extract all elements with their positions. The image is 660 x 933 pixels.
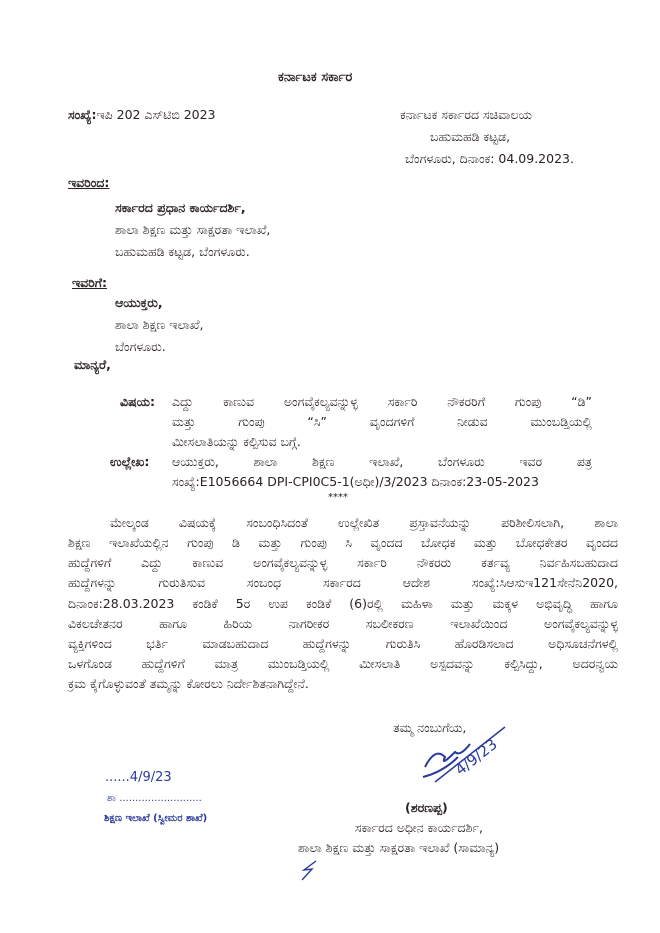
signatory-name: (ಶರಣಪ್ಪ) xyxy=(405,800,448,815)
subject-line-1: ಎದ್ದು ಕಾಣುವ ಅಂಗವೈಕಲ್ಯವನ್ನುಳ್ಳ ಸರ್ಕಾರಿ ನೌಕರರಿಗೆ ಗುಂಪು “ಡಿ” xyxy=(172,394,592,409)
reference-note-line-2: ಸಂಖ್ಯೆ:E1056664 DPI-CPI0C5-1(ಅಧೀ)/3/2023 ದಿನಾಂಕ:23-05-2023 xyxy=(172,474,539,489)
body-line: ಹುದ್ದೆಗಳನ್ನು ಗುರುತಿಸುವ ಸಂಬಂಧ ಸರ್ಕಾರದ ಆದೇಶ ಸಂಖ್ಯೆ:ಸಿಆಸುಇ121ಸೇನೆನಿ2020, xyxy=(68,575,618,590)
body-line: ಮೇಲ್ಕಂಡ ವಿಷಯಕ್ಕೆ ಸಂಬಂಧಿಸಿದಂತೆ ಉಲ್ಲೇಖಿತ ಪ್ರಸ್ತಾವನೆಯನ್ನು ಪರಿಶೀಲಿಸಲಾಗಿ, ಶಾಲಾ xyxy=(110,515,618,530)
body-line: ಶಿಕ್ಷಣ ಇಲಾಖೆಯಲ್ಲಿನ ಗುಂಪು ಡಿ ಮತ್ತು ಗುಂಪು ಸಿ ವೃಂದದ ಬೋಧಕ ಮತ್ತು ಬೋಧಕೇತರ ವೃಂದದ xyxy=(68,535,618,550)
subject-line-3: ಮೀಸಲಾತಿಯನ್ನು ಕಲ್ಪಿಸುವ ಬಗ್ಗೆ. xyxy=(172,434,301,449)
reference-value: ಇಪಿ 202 ಎಸ್‌ಟಿಬಿ 2023 xyxy=(96,107,216,122)
body-line: ಹುದ್ದೆಗಳಿಗೆ ಎದ್ದು ಕಾಣುವ ಅಂಗವೈಕಲ್ಯವನ್ನುಳ್ಳ ಸರ್ಕಾರಿ ನೌಕರರು ಕರ್ತವ್ಯ ನಿರ್ವಹಿಸಬಹುದಾದ xyxy=(68,555,618,570)
body-line: ವ್ಯಕ್ತಿಗಳಿಂದ ಭರ್ತಿ ಮಾಡಬಹುದಾದ ಹುದ್ದೆಗಳನ್ನು ಗುರುತಿಸಿ ಹೊರಡಿಸಲಾದ ಅಧಿಸೂಚನೆಗಳಲ್ಲಿ xyxy=(68,636,618,651)
to-line-2: ಶಾಲಾ ಶಿಕ್ಷಣ ಇಲಾಖೆ, xyxy=(115,317,204,332)
body-line: ವಿಕಲಚೇತನರ ಹಾಗೂ ಹಿರಿಯ ನಾಗರೀಕರ ಸಬಲೀಕರಣ ಇಲಾಖೆಯಿಂದ ಅಂಗವೈಕಲ್ಯವನ್ನುಳ್ಳ xyxy=(68,616,618,631)
body-line: ಒಳಗೊಂಡ ಹುದ್ದೆಗಳಿಗೆ ಮಾತ್ರ ಮುಂಬಡ್ತಿಯಲ್ಲಿ ಮೀಸಲಾತಿ ಅಸ್ಪದವನ್ನು ಕಲ್ಪಿಸಿದ್ದು, ಅದರನ್ವಯ xyxy=(68,656,618,671)
stamp-line-2: ಶಾ .......................... xyxy=(107,793,202,804)
closing: ತಮ್ಮ ನಂಬುಗೆಯ, xyxy=(393,720,467,735)
from-line-2: ಶಾಲಾ ಶಿಕ್ಷಣ ಮತ್ತು ಸಾಕ್ಷರತಾ ಇಲಾಖೆ, xyxy=(115,222,271,237)
reference-note-label: ಉಲ್ಲೇಖ: xyxy=(110,454,150,469)
reference-number xyxy=(68,107,216,123)
signatory-designation: ಸರ್ಕಾರದ ಅಧೀನ ಕಾರ್ಯದರ್ಶಿ, xyxy=(355,820,483,835)
reference-note-line-1: ಆಯುಕ್ತರು, ಶಾಲಾ ಶಿಕ್ಷಣ ಇಲಾಖೆ, ಬೆಂಗಳೂರು ಇವರ ಪತ್ರ xyxy=(172,454,592,469)
to-label: ಇವರಿಗೆ: xyxy=(72,275,108,290)
from-label: ಇವರಿಂದ: xyxy=(68,175,110,190)
initial-mark xyxy=(298,858,322,884)
reference-label: ಸಂಖ್ಯೆ: xyxy=(68,107,97,122)
address-line-2: ಬಹುಮಹಡಿ ಕಟ್ಟಡ, xyxy=(430,129,511,144)
salutation: ಮಾನ್ಯರೆ, xyxy=(74,357,111,372)
subject-label: ವಿಷಯ: xyxy=(120,394,155,409)
document-title: ಕರ್ನಾಟಕ ಸರ್ಕಾರ xyxy=(278,70,353,85)
signatory-department: ಶಾಲಾ ಶಿಕ್ಷಣ ಮತ್ತು ಸಾಕ್ಷರತಾ ಇಲಾಖೆ (ಸಾಮಾನ್ಯ) xyxy=(298,840,500,855)
signature-date: 4/9/23 xyxy=(451,735,501,779)
body-line: ಕ್ರಮ ಕೈಗೊಳ್ಳುವಂತೆ ತಮ್ಮನ್ನು ಕೋರಲು ನಿರ್ದೇಶಿತನಾಗಿದ್ದೇನೆ. xyxy=(68,676,309,691)
address-line-1: ಕರ್ನಾಟಕ ಸರ್ಕಾರದ ಸಚಿವಾಲಯ xyxy=(400,107,532,122)
to-line-3: ಬೆಂಗಳೂರು. xyxy=(115,339,166,354)
from-line-1: ಸರ್ಕಾರದ ಪ್ರಧಾನ ಕಾರ್ಯದರ್ಶಿ, xyxy=(115,200,246,215)
from-line-3: ಬಹುಮಹಡಿ ಕಟ್ಟಡ, ಬೆಂಗಳೂರು. xyxy=(115,244,250,259)
subject-line-2: ಮತ್ತು ಗುಂಪು “ಸಿ” ವೃಂದಗಳಿಗೆ ನೀಡುವ ಮುಂಬಡ್ತಿಯಲ್ಲಿ xyxy=(172,414,592,429)
body-line: ದಿನಾಂಕ:28.03.2023 ಕಂಡಿಕೆ 5ರ ಉಪ ಕಂಡಿಕೆ (6)ರಲ್ಲಿ ಮಹಿಳಾ ಮತ್ತು ಮಕ್ಕಳ ಅಭಿವೃದ್ಧಿ ಹಾಗೂ xyxy=(68,596,618,611)
stamp-department: ಶಿಕ್ಷಣ ಇಲಾಖೆ (ಸ್ವೀಮರ ಶಾಖೆ) xyxy=(104,813,208,824)
separator: **** xyxy=(328,492,348,503)
address-line-3-date: ಬೆಂಗಳೂರು, ದಿನಾಂಕ: 04.09.2023. xyxy=(405,151,574,166)
stamp-date: ......4/9/23 xyxy=(105,770,172,785)
to-line-1: ಆಯುಕ್ತರು, xyxy=(115,295,163,310)
